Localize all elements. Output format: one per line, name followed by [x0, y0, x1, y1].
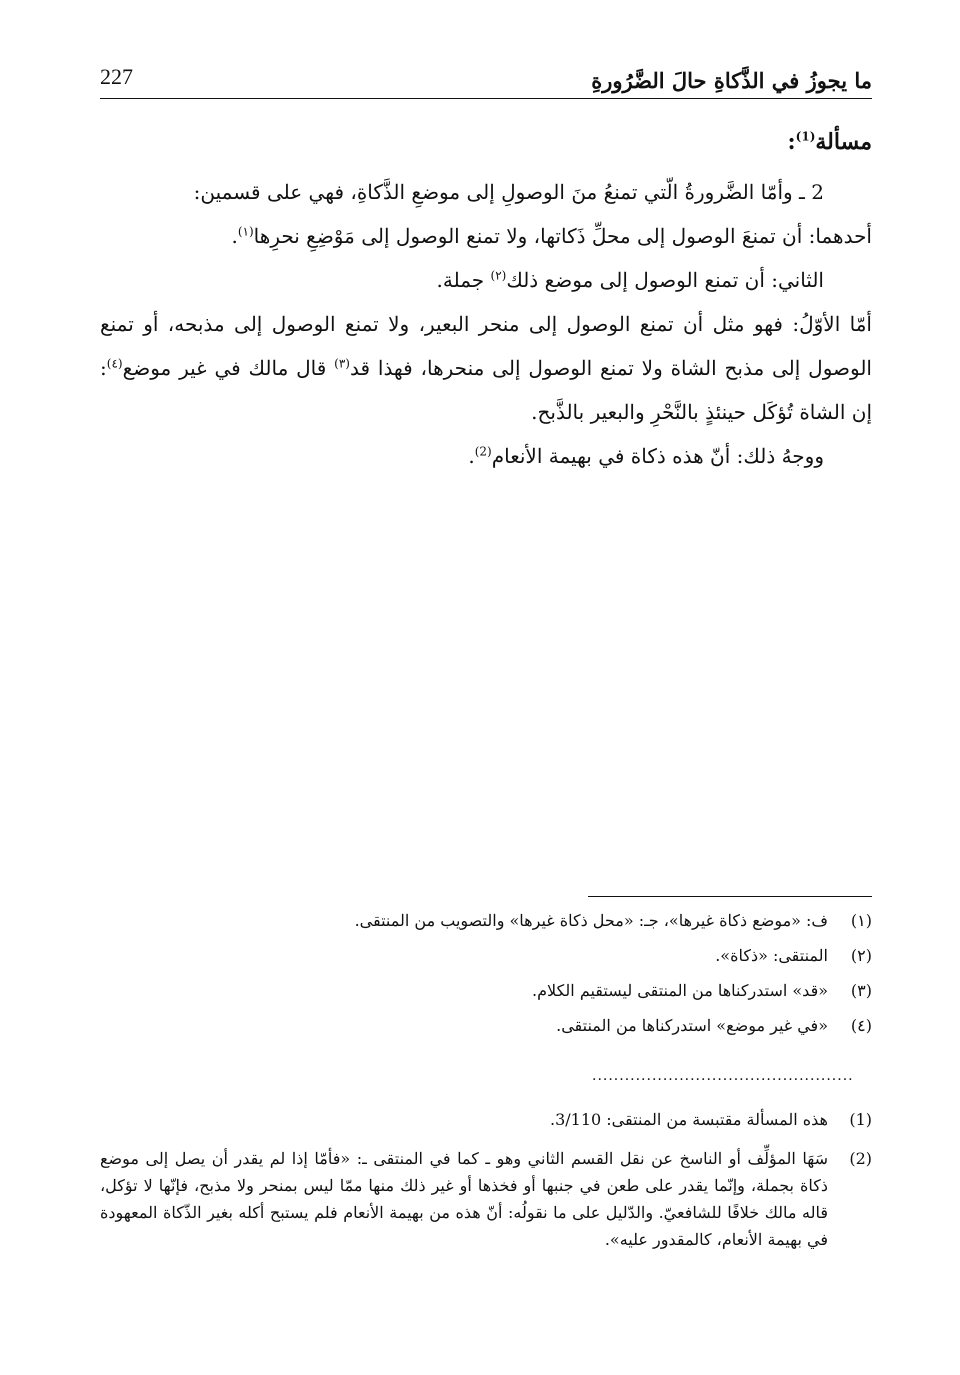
footnote-number: (٣)	[850, 981, 872, 1000]
footnote-item	[100, 980, 872, 1002]
footnotes-original	[100, 910, 872, 1050]
footnote-item	[100, 1145, 872, 1253]
footnote-number: (٢)	[850, 946, 872, 965]
footnote-text: سَهَا المؤلِّف أو الناسخ عن نقل القسم الثاني وهو ـ كما في المنتقى ـ: «فأمّا إذا لم يقدر أن يصل إلى موضع ذكاة بجملة، وإنّما يقدر على طعن في جنبها أو فخذها أو غير ذلك منها ممّا ليس بمنحر ولا مذبح، فإنّها لا تؤكل، قاله مالك خلافًا للشافعيّ. والدّليل على ما نقولُه: أنّ هذه من بهيمة الأنعام فلم يستبح أكله بغير الذّكاة المعهودة في بهيمة الأنعام، كالمقدور عليه».	[100, 1149, 828, 1249]
paragraph-3	[100, 258, 872, 302]
footnote-item	[100, 1106, 872, 1133]
paragraph-4-end: : إن الشاة تُؤكَل حينئذٍ بالنَّحْرِ والبعير بالذَّبح.	[100, 356, 872, 424]
footnote-text: «قد» استدركناها من المنتقى ليستقيم الكلام.	[532, 981, 828, 1000]
header-rule	[100, 98, 872, 99]
footnote-ref: (٤)	[106, 356, 123, 371]
paragraph-5-text: ووجهُ ذلك: أنّ هذه ذكاة في بهيمة الأنعام	[491, 444, 824, 468]
footnote-number: (1)	[849, 1110, 872, 1129]
paragraph-4-text: أمّا الأوّلُ: فهو مثل أن تمنع الوصول إلى منحر البعير، ولا تمنع الوصول إلى مذبحه، أو تمنع الوصول إلى مذبح الشاة ولا تمنع الوصول إلى منحرها، فهذا قد	[100, 312, 872, 380]
footnote-rule	[588, 896, 872, 897]
footnote-item	[100, 910, 872, 932]
masala-label: مسألة	[815, 129, 872, 155]
page-number: 227	[100, 64, 133, 89]
running-header	[100, 60, 872, 96]
header-title: ما يجوزُ في الذَّكاةِ حالَ الضَّرُورةِ	[591, 68, 872, 93]
paragraph-2-text: أحدهما: أن تمنعَ الوصول إلى محلِّ ذَكاتها، ولا تمنع الوصول إلى مَوْضِعِ نحرِها	[253, 224, 872, 248]
paragraph-1: 2 ـ وأمّا الضَّرورةُ الّتي تمنعُ منَ الوصولِ إلى موضعِ الذَّكاةِ، فهي على قسمين:	[193, 180, 824, 204]
footnote-text: هذه المسألة مقتبسة من المنتقى: 3/110.	[550, 1110, 828, 1129]
footnote-text: «في غير موضع» استدركناها من المنتقى.	[556, 1016, 828, 1035]
footnote-number: (٤)	[850, 1016, 872, 1035]
footnote-number: (١)	[850, 911, 872, 930]
dotted-separator: ................................................	[592, 1068, 854, 1084]
footnote-item	[100, 945, 872, 967]
footnote-ref: (١)	[237, 224, 254, 239]
footnote-ref: (٣)	[334, 356, 350, 371]
footnote-text: ف: «موضع ذكاة غيرها»، جـ: «محل ذكاة غيرها» والتصويب من المنتقى.	[354, 911, 828, 930]
paragraph-2-end: .	[231, 224, 238, 248]
footnote-item	[100, 1015, 872, 1037]
footnote-ref: (1)	[795, 129, 816, 144]
paragraph-4	[100, 302, 872, 434]
paragraph-5-end: .	[468, 444, 475, 468]
masala-heading	[100, 120, 872, 164]
paragraph-3-end: جملة.	[436, 268, 491, 292]
footnotes-editor	[100, 1106, 872, 1265]
footnote-number: (2)	[849, 1149, 872, 1168]
paragraph-3-text: الثاني: أن تمنع الوصول إلى موضع ذلك	[506, 268, 824, 292]
footnote-text: المنتقى: «ذكاة».	[715, 946, 828, 965]
paragraph-4-mid: قال مالك في غير موضع	[122, 356, 335, 380]
paragraph-5	[100, 434, 872, 478]
paragraph-2	[100, 214, 872, 258]
footnote-ref: (2)	[474, 444, 492, 459]
footnote-ref: (٢)	[490, 268, 507, 283]
masala-colon: :	[787, 129, 796, 155]
main-text	[100, 120, 872, 478]
